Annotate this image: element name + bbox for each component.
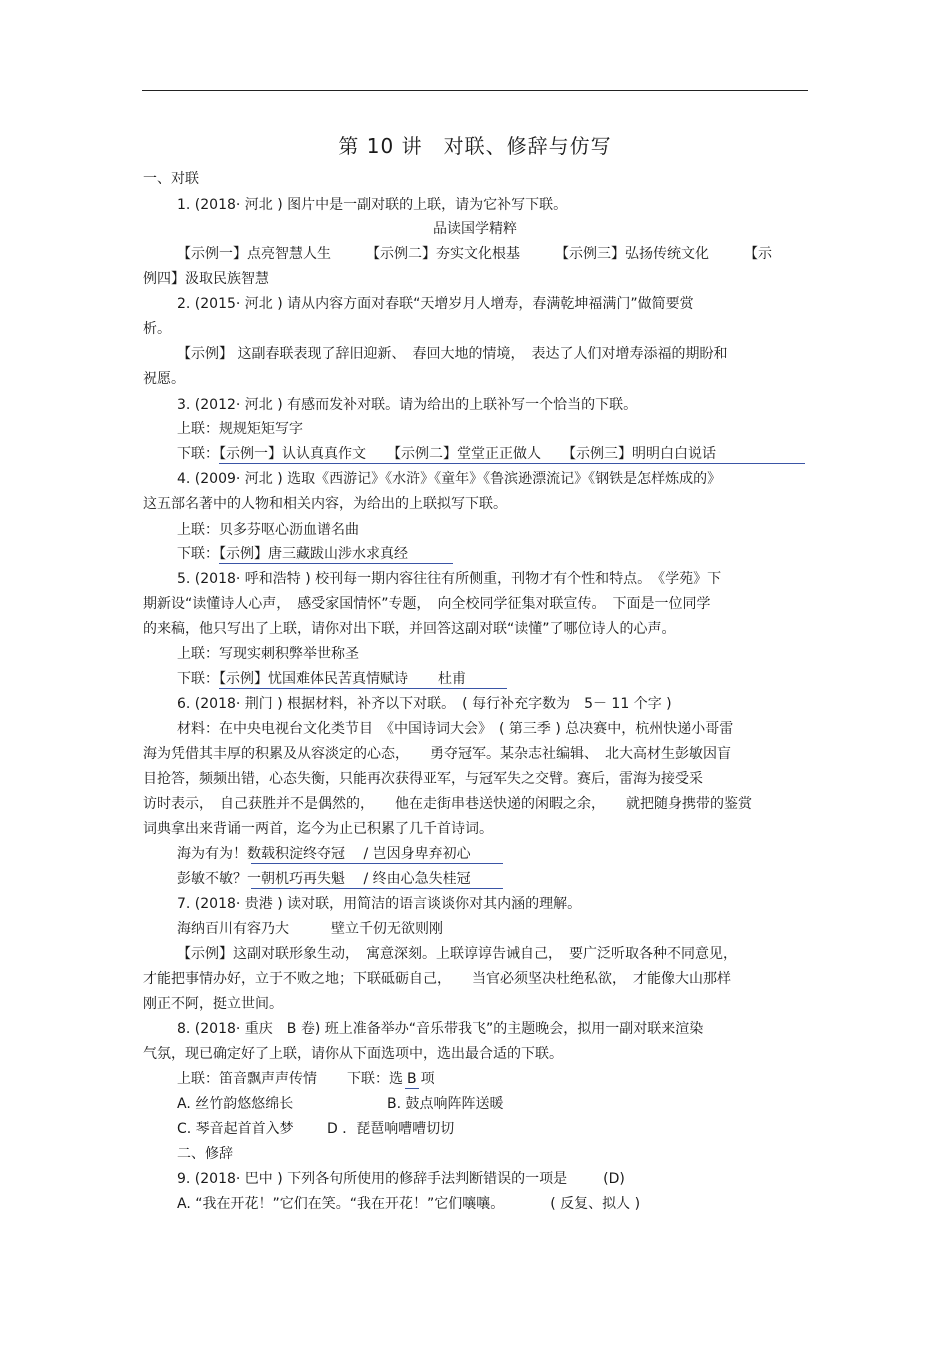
- answer-underline: [251, 888, 503, 889]
- question-8-upper-couplet: 上联：笛音飘声声传情: [177, 1071, 317, 1087]
- page-title: 第 10 讲 对联、修辞与仿写: [338, 134, 612, 158]
- question-6-material: 目抢答，频频出错，心态失衡，只能再次获得亚军，与冠军失之交臂。赛后，雷海为接受采: [143, 771, 703, 787]
- question-6-answer-1: [177, 845, 808, 863]
- answer-text: 数载积淀终夺冠 / 岂因身卑弃初心: [247, 846, 471, 862]
- option-a: A. “我在开花！”它们在笑。“我在开花！”它们嚷嚷。: [177, 1196, 505, 1212]
- question-1-upper-couplet: 品读国学精粹: [433, 221, 517, 237]
- option-c: C. 琴音起首首入梦: [177, 1121, 294, 1137]
- question-5-poet-answer: 杜甫: [438, 671, 466, 687]
- lower-couplet-label: 下联：: [177, 446, 219, 462]
- answer-underline: [251, 863, 503, 864]
- answer-underline: [219, 463, 805, 464]
- question-7-couplet: 海纳百川有容乃大 壁立千仞无欲则刚: [177, 921, 443, 937]
- question-3-answer: 【示例一】认认真真作文 【示例二】堂堂正正做人 【示例三】明明白白说话: [219, 446, 716, 462]
- section-heading: 一、对联: [143, 171, 199, 187]
- answer-label: 彭敏不敏？: [177, 871, 247, 887]
- question-7-answer: 刚正不阿，挺立世间。: [143, 996, 283, 1012]
- option-d: D ．琵琶响嘈嘈切切: [327, 1121, 455, 1137]
- question-2-stem: 2. (2015· 河北 ) 请从内容方面对春联“天增岁月人增寿，春满乾坤福满门”做简要赏: [177, 296, 694, 312]
- question-6-answer-2: [177, 870, 808, 888]
- option-a-note: ( 反复、拟人 ): [550, 1196, 641, 1212]
- question-5-stem: 5. (2018· 呼和浩特 ) 校刊每一期内容往往有所侧重，刊物才有个性和特点。 《学苑》下: [177, 571, 722, 587]
- question-3-lower-couplet: [177, 445, 808, 463]
- question-5-stem: 的来稿，他只写出了上联，请你对出下联，并回答这副对联“读懂”了哪位诗人的心声。: [143, 621, 676, 637]
- option-b: B. 鼓点响阵阵送暖: [387, 1096, 504, 1112]
- question-7-answer: 【示例】这副对联形象生动， 寓意深刻。上联谆谆告诫自己， 要广泛听取各种不同意见，: [177, 946, 737, 962]
- question-5-lower-couplet: [177, 670, 808, 688]
- question-8-answer: B: [407, 1071, 417, 1087]
- question-9-option-a: [177, 1195, 808, 1213]
- question-6-material: 海为凭借其丰厚的积累及从容淡定的心态， 勇夺冠军。某杂志社编辑、 北大高材生彭敏因盲: [143, 746, 731, 762]
- answer-underline: [219, 688, 507, 689]
- question-1-answer-line: 例四】汲取民族智慧: [143, 271, 269, 287]
- question-4-upper-couplet: 上联：贝多芬呕心沥血谱名曲: [177, 522, 359, 538]
- question-2-stem: 析。: [143, 321, 171, 337]
- question-7-answer: 才能把事情办好，立于不败之地；下联砥砺自己， 当官必须坚决杜绝私欲， 才能像大山那样: [143, 971, 731, 987]
- lower-couplet-label: 下联：选: [347, 1071, 403, 1087]
- question-8-stem: 8. (2018· 重庆 B 卷) 班上准备举办“音乐带我飞”的主题晚会，拟用一副对联来渲染: [177, 1021, 704, 1037]
- option-suffix: 项: [420, 1071, 435, 1087]
- question-8-couplet-line: [177, 1070, 808, 1089]
- question-5-upper-couplet: 上联：写现实刺积弊举世称圣: [177, 646, 359, 662]
- question-6-stem: 6. (2018· 荆门 ) 根据材料，补齐以下对联。 ( 每行补充字数为 5－ 11 个字 ): [177, 696, 672, 712]
- question-5-stem: 期新设“读懂诗人心声， 感受家国情怀”专题， 向全校同学征集对联宣传。 下面是一位同学: [143, 596, 711, 612]
- question-1-stem: 1. (2018· 河北 ) 图片中是一副对联的上联，请为它补写下联。: [177, 197, 568, 213]
- question-4-stem: 这五部名著中的人物和相关内容，为给出的上联拟写下联。: [143, 496, 507, 512]
- answer-label: 海为有为！: [177, 846, 247, 862]
- question-9-answer: (D): [603, 1171, 625, 1187]
- lower-couplet-label: 下联：: [177, 546, 219, 562]
- section-heading: 二、修辞: [177, 1146, 233, 1162]
- question-3-stem: 3. (2012· 河北 ) 有感而发补对联。请为给出的上联补写一个恰当的下联。: [177, 397, 638, 413]
- question-1-answer-line: 【示例一】点亮智慧人生 【示例二】夯实文化根基 【示例三】弘扬传统文化 【示: [177, 246, 772, 262]
- question-9-stem: [177, 1170, 808, 1188]
- question-6-material: 词典拿出来背诵一两首，迄今为止已积累了几千首诗词。: [143, 821, 493, 837]
- answer-text: 一朝机巧再失魁 / 终由心急失桂冠: [247, 871, 471, 887]
- lower-couplet-label: 下联：: [177, 671, 219, 687]
- option-a: A. 丝竹韵悠悠绵长: [177, 1096, 294, 1112]
- question-8-options-row: [177, 1095, 808, 1113]
- question-6-material: 材料：在中央电视台文化类节目 《中国诗词大会》 ( 第三季 ) 总决赛中，杭州快递小哥雷: [177, 721, 734, 737]
- question-8-stem: 气氛，现已确定好了上联，请你从下面选项中，选出最合适的下联。: [143, 1046, 563, 1062]
- question-6-material: 访时表示， 自己获胜并不是偶然的， 他在走街串巷送快递的闲暇之余， 就把随身携带的鉴赏: [143, 796, 752, 812]
- question-4-lower-couplet: [177, 545, 808, 563]
- question-3-upper-couplet: 上联：规规矩矩写字: [177, 421, 303, 437]
- question-8-options-row: [177, 1120, 808, 1138]
- question-2-answer: 祝愿。: [143, 371, 185, 387]
- question-7-stem: 7. (2018· 贵港 ) 读对联，用简洁的语言谈谈你对其内涵的理解。: [177, 896, 582, 912]
- header-rule: [142, 90, 808, 91]
- answer-underline: [219, 563, 453, 564]
- question-4-stem: 4. (2009· 河北 ) 选取《西游记》《水浒》《童年》《鲁滨逊漂流记》《钢铁是怎样炼成的》: [177, 471, 722, 487]
- question-2-answer: 【示例】 这副春联表现了辞旧迎新、 春回大地的情境， 表达了人们对增寿添福的期盼和: [177, 346, 728, 362]
- question-5-answer: 【示例】忧国难体民苦真情赋诗: [219, 671, 408, 687]
- question-4-answer: 【示例】唐三藏跋山涉水求真经: [219, 546, 408, 562]
- question-9-text: 9. (2018· 巴中 ) 下列各句所使用的修辞手法判断错误的一项是: [177, 1171, 568, 1187]
